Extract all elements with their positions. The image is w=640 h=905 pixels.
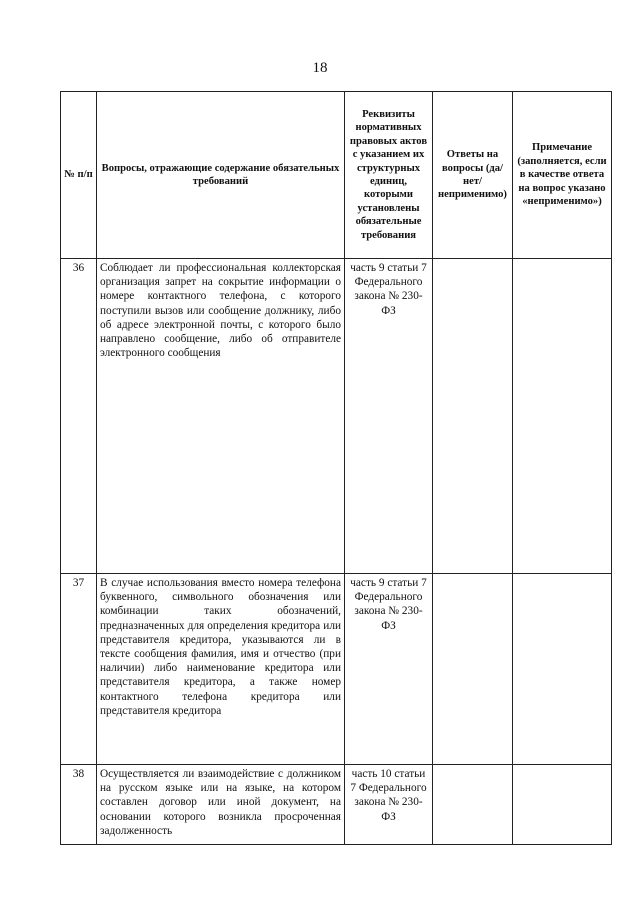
header-legal-acts: Реквизиты нормативных правовых актов с указанием их структурных единиц, которыми установлены обязательные требования <box>345 92 433 259</box>
table-row <box>61 259 612 574</box>
row-number: 37 <box>61 574 97 765</box>
row-answer <box>433 259 513 574</box>
row-number: 36 <box>61 259 97 574</box>
header-answer: Ответы на вопросы (да/нет/ неприменимо) <box>433 92 513 259</box>
requirements-table <box>60 91 612 845</box>
header-note: Примечание (заполняется, если в качестве ответа на вопрос указано «неприменимо») <box>513 92 612 259</box>
row-question: Осуществляется ли взаимодействие с должником на русском языке или на языке, на котором составлен договор или иной документ, на основании которого возникла просроченная задолженность <box>97 765 345 845</box>
row-number: 38 <box>61 765 97 845</box>
row-note <box>513 259 612 574</box>
row-answer <box>433 765 513 845</box>
row-note <box>513 574 612 765</box>
table-row <box>61 765 612 845</box>
header-number: № п/п <box>61 92 97 259</box>
row-legal-act: часть 9 статьи 7 Федерального закона № 230-ФЗ <box>345 259 433 574</box>
header-question: Вопросы, отражающие содержание обязательных требований <box>97 92 345 259</box>
table-row <box>61 574 612 765</box>
row-answer <box>433 574 513 765</box>
row-legal-act: часть 10 статьи 7 Федерального закона № 230-ФЗ <box>345 765 433 845</box>
table-header-row <box>61 92 612 259</box>
row-note <box>513 765 612 845</box>
row-legal-act: часть 9 статьи 7 Федерального закона № 230-ФЗ <box>345 574 433 765</box>
page-number: 18 <box>312 60 328 76</box>
row-question: Соблюдает ли профессиональная коллекторская организация запрет на сокрытие информации о номере контактного телефона, с которого поступили вызов или сообщение должнику, либо об адресе электронной почты, с которого было направлено сообщение, либо об отправителе электронного сообщения <box>97 259 345 574</box>
row-question: В случае использования вместо номера телефона буквенного, символьного обозначения или комбинации таких обозначений, предназначенных для определения кредитора или представителя кредитора, указываются ли в тексте сообщения фамилия, имя и отчество (при наличии) либо наименование кредитора или представителя кредитора, а также номер контактного телефона кредитора или представителя кредитора <box>97 574 345 765</box>
